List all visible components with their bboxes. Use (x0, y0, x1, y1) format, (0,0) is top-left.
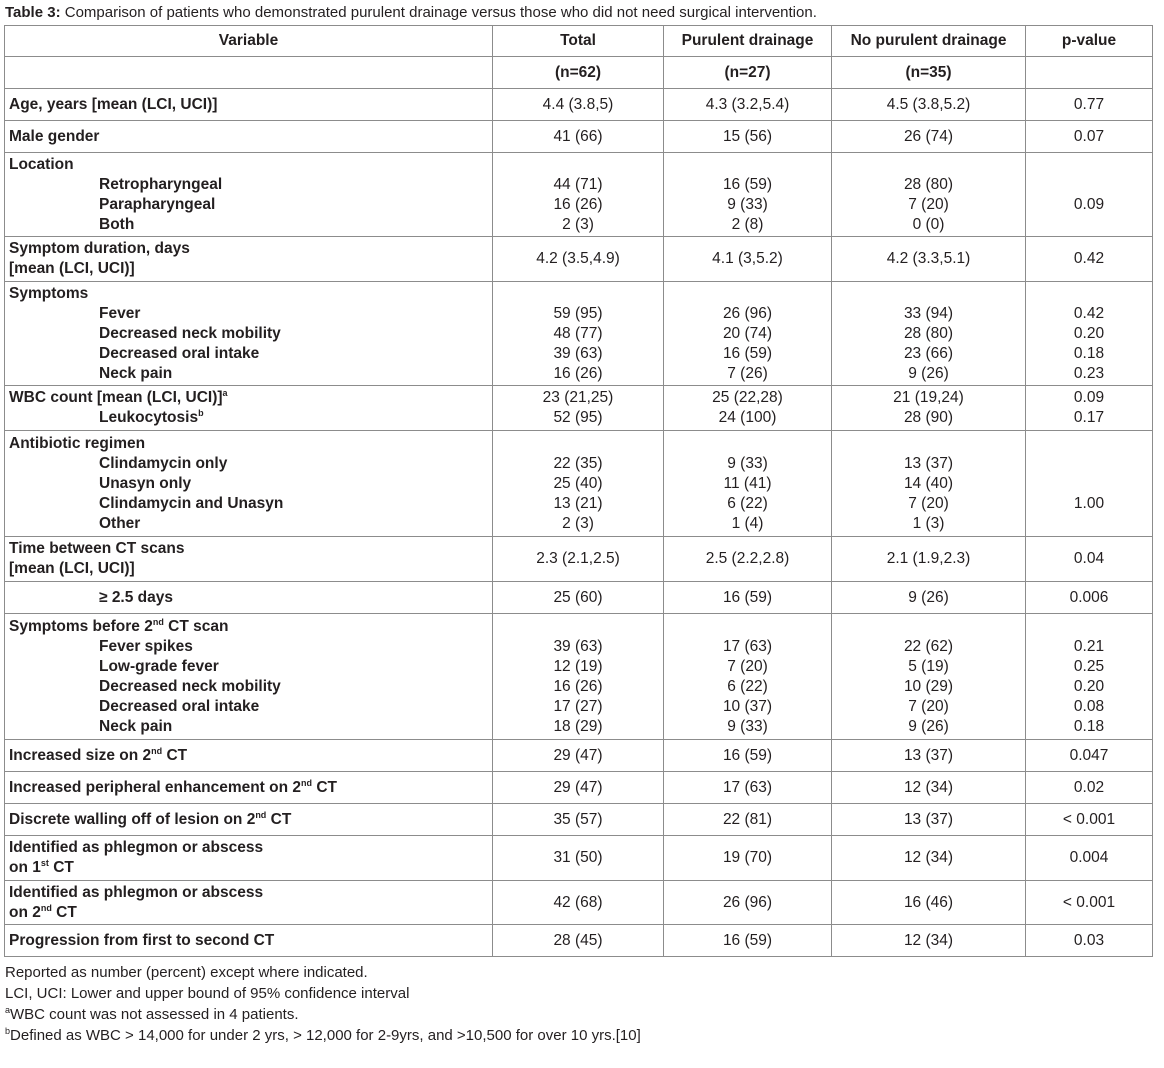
cell-p: 0.006 (1026, 582, 1153, 614)
sub-label: Retropharyngeal (99, 175, 223, 193)
sub-label: Both (99, 215, 135, 233)
value: 1.00 (1073, 494, 1105, 512)
value: 0.17 (1073, 409, 1105, 426)
value: 48 (77) (553, 324, 603, 342)
value: 18 (29) (553, 717, 603, 735)
value: 0.23 (1073, 364, 1105, 382)
row-label: Progression from first to second CT (5, 925, 493, 957)
value: 0.21 (1073, 637, 1105, 655)
footnote-a (5, 1004, 641, 1025)
value: 2 (8) (731, 215, 764, 233)
table-row-location (5, 153, 1153, 237)
cell-no-purulent: 12 (34) (832, 925, 1026, 957)
value: 23 (66) (903, 344, 954, 362)
sub-label: Low-grade fever (99, 657, 219, 675)
row-label (5, 582, 493, 614)
value: 9 (26) (908, 717, 949, 735)
cell-purulent: 19 (70) (664, 836, 832, 881)
value: 16 (26) (553, 677, 603, 695)
value: 17 (63) (722, 637, 773, 655)
cell-no-purulent: 12 (34) (832, 772, 1026, 804)
row-label (5, 740, 493, 772)
value: 44 (71) (553, 175, 603, 193)
sub-label: Parapharyngeal (99, 195, 216, 213)
cell-p: 0.03 (1026, 925, 1153, 957)
value: 7 (20) (908, 195, 949, 213)
sub-label: Other (99, 514, 141, 532)
cell-total: 29 (47) (493, 772, 664, 804)
cell-p: < 0.001 (1026, 881, 1153, 925)
cell-p: 0.047 (1026, 740, 1153, 772)
value: 7 (20) (727, 657, 768, 675)
value: 17 (27) (553, 697, 603, 715)
cell-p (1026, 431, 1153, 537)
value: 25 (22,28) (712, 389, 783, 406)
sub-label: Fever spikes (99, 637, 193, 655)
cell-total: 29 (47) (493, 740, 664, 772)
label-text: CT scan (163, 617, 229, 635)
table-row-male (5, 121, 1153, 153)
row-label (5, 537, 493, 582)
value: 0.20 (1073, 324, 1105, 342)
row-label (5, 431, 493, 537)
value: 0.09 (1073, 195, 1105, 213)
label-text: CT (48, 859, 74, 876)
sub-label: Neck pain (99, 364, 173, 382)
n-p (1026, 57, 1153, 89)
value: 0.08 (1073, 697, 1105, 715)
label-text: Discrete walling off of lesion on 2 (9, 810, 256, 828)
value: 21 (19,24) (893, 389, 964, 406)
cell-total: 28 (45) (493, 925, 664, 957)
cell-no-purulent: 9 (26) (832, 582, 1026, 614)
cell-purulent (664, 282, 832, 386)
value: 13 (37) (903, 454, 954, 472)
cell-total: 31 (50) (493, 836, 664, 881)
row-label (5, 881, 493, 925)
sub-label: Decreased oral intake (99, 344, 260, 362)
row-label (5, 237, 493, 282)
sub-label: Neck pain (99, 717, 173, 735)
label-line: Identified as phlegmon or abscess (9, 839, 264, 856)
value: 28 (80) (903, 324, 954, 342)
cell-purulent: 4.1 (3,5.2) (664, 237, 832, 282)
row-label (5, 836, 493, 881)
cell-no-purulent: 2.1 (1.9,2.3) (832, 537, 1026, 582)
cell-p: 0.42 (1026, 237, 1153, 282)
footnote-marker: b (5, 1026, 11, 1036)
header-purulent: Purulent drainage (664, 26, 832, 57)
group-label: Location (9, 155, 74, 173)
cell-p (1026, 386, 1153, 431)
cell-purulent: 16 (59) (664, 582, 832, 614)
caption-text: Comparison of patients who demonstrated purulent drainage versus those who did not need surgical intervention. (60, 4, 817, 21)
cell-total (493, 431, 664, 537)
cell-p (1026, 153, 1153, 237)
cell-purulent: 15 (56) (664, 121, 832, 153)
cell-purulent (664, 614, 832, 740)
cell-total: 2.3 (2.1,2.5) (493, 537, 664, 582)
label-text: CT (312, 778, 337, 796)
value: 0.18 (1073, 344, 1105, 362)
value: 0.18 (1073, 717, 1105, 735)
value: 2 (3) (562, 514, 594, 532)
value: 20 (74) (722, 324, 773, 342)
label-text: CT (162, 746, 188, 764)
cell-purulent: 16 (59) (664, 925, 832, 957)
cell-purulent (664, 431, 832, 537)
cell-p: 0.004 (1026, 836, 1153, 881)
ordinal-suffix: nd (152, 616, 164, 627)
row-label (5, 614, 493, 740)
label-text: CT (51, 903, 77, 921)
footnote-marker: a (222, 387, 228, 398)
cell-p: 0.04 (1026, 537, 1153, 582)
cell-purulent: 16 (59) (664, 740, 832, 772)
value: 28 (90) (903, 409, 954, 426)
value: 39 (63) (553, 637, 603, 655)
group-label: Symptoms (9, 284, 89, 302)
table-row-phlegmon-1st (5, 836, 1153, 881)
cell-p: 0.77 (1026, 89, 1153, 121)
label-line: Identified as phlegmon or abscess (9, 883, 264, 901)
ordinal-suffix: nd (255, 809, 267, 820)
sub-label: Clindamycin only (99, 454, 228, 472)
cell-no-purulent: 4.5 (3.8,5.2) (832, 89, 1026, 121)
cell-total: 4.2 (3.5,4.9) (493, 237, 664, 282)
value: 39 (63) (553, 344, 603, 362)
footnote-marker: b (198, 407, 204, 418)
value: 9 (33) (727, 454, 768, 472)
value: 33 (94) (903, 304, 954, 322)
value: 1 (3) (912, 514, 945, 532)
cell-purulent: 17 (63) (664, 772, 832, 804)
value: 0.09 (1073, 389, 1105, 406)
value: 59 (95) (553, 304, 603, 322)
row-label: Male gender (5, 121, 493, 153)
footnote-text: WBC count was not assessed in 4 patients. (10, 1006, 299, 1023)
n-variable (5, 57, 493, 89)
n-purulent: (n=27) (664, 57, 832, 89)
cell-total (493, 614, 664, 740)
value: 6 (22) (727, 677, 768, 695)
value: 5 (19) (908, 657, 949, 675)
value: 26 (96) (722, 304, 773, 322)
cell-purulent (664, 153, 832, 237)
value: 6 (22) (727, 494, 768, 512)
cell-total: 25 (60) (493, 582, 664, 614)
value: 16 (59) (722, 344, 773, 362)
value: 7 (20) (908, 697, 949, 715)
value: 11 (41) (723, 474, 772, 492)
cell-total (493, 153, 664, 237)
table-row-antibiotic (5, 431, 1153, 537)
value: 16 (26) (553, 195, 603, 213)
footnote-marker: a (5, 1005, 11, 1015)
label-line: [mean (LCI, UCI)] (9, 260, 135, 277)
value: 0.20 (1073, 677, 1105, 695)
cell-p: 0.02 (1026, 772, 1153, 804)
sub-label: Clindamycin and Unasyn (99, 494, 284, 512)
row-label (5, 386, 493, 431)
caption-label: Table 3: (5, 4, 61, 21)
value: 2 (3) (562, 215, 594, 233)
table-header-row (5, 26, 1153, 57)
value: 24 (100) (718, 409, 777, 426)
sub-label: Decreased oral intake (99, 697, 260, 715)
value: 0.42 (1073, 304, 1105, 322)
cell-no-purulent: 13 (37) (832, 740, 1026, 772)
n-row (5, 57, 1153, 89)
cell-total: 35 (57) (493, 804, 664, 836)
cell-purulent: 22 (81) (664, 804, 832, 836)
value: 9 (33) (727, 717, 768, 735)
cell-purulent (664, 386, 832, 431)
value: 52 (95) (553, 409, 603, 426)
cell-no-purulent (832, 431, 1026, 537)
row-label (5, 282, 493, 386)
cell-no-purulent (832, 153, 1026, 237)
value: 0 (0) (912, 215, 945, 233)
header-total: Total (493, 26, 664, 57)
cell-total (493, 282, 664, 386)
n-no-purulent: (n=35) (832, 57, 1026, 89)
table-footnotes (5, 962, 641, 1046)
value: 7 (20) (908, 494, 949, 512)
sub-label: Leukocytosis (99, 409, 199, 426)
value: 14 (40) (903, 474, 954, 492)
cell-total (493, 386, 664, 431)
table-row-symptoms (5, 282, 1153, 386)
label-text: Increased size on 2 (9, 746, 152, 764)
value: 12 (19) (553, 657, 603, 675)
value: 22 (35) (553, 454, 603, 472)
value: 23 (21,25) (542, 389, 614, 406)
cell-purulent: 26 (96) (664, 881, 832, 925)
cell-purulent: 2.5 (2.2,2.8) (664, 537, 832, 582)
cell-no-purulent (832, 282, 1026, 386)
table-row-time-ct (5, 537, 1153, 582)
value: 28 (80) (903, 175, 954, 193)
row-label (5, 153, 493, 237)
value: 9 (33) (727, 195, 768, 213)
table-row-phlegmon-2nd (5, 881, 1153, 925)
cell-p (1026, 614, 1153, 740)
cell-no-purulent (832, 614, 1026, 740)
header-variable: Variable (5, 26, 493, 57)
group-label: Antibiotic regimen (9, 434, 146, 452)
cell-purulent: 4.3 (3.2,5.4) (664, 89, 832, 121)
cell-no-purulent: 13 (37) (832, 804, 1026, 836)
label-text: on 2 (9, 903, 41, 921)
value: 22 (62) (903, 637, 954, 655)
n-total: (n=62) (493, 57, 664, 89)
row-label (5, 772, 493, 804)
cell-p: 0.07 (1026, 121, 1153, 153)
table-row-increased-peripheral (5, 772, 1153, 804)
table-row-wbc (5, 386, 1153, 431)
table-row-progression (5, 925, 1153, 957)
ordinal-suffix: nd (151, 745, 163, 756)
table-row-ge-2-5-days (5, 582, 1153, 614)
cell-no-purulent: 12 (34) (832, 836, 1026, 881)
ordinal-suffix: nd (301, 777, 313, 788)
header-p-value: p-value (1026, 26, 1153, 57)
footnote-text: Defined as WBC > 14,000 for under 2 yrs, > 12,000 for 2-9yrs, and >10,500 for over 10 yrs.[10] (10, 1027, 641, 1044)
cell-total: 41 (66) (493, 121, 664, 153)
label-text: WBC count [mean (LCI, UCI)] (9, 389, 223, 406)
sub-label: ≥ 2.5 days (99, 588, 173, 606)
row-label (5, 804, 493, 836)
value: 10 (29) (903, 677, 954, 695)
row-label: Age, years [mean (LCI, UCI)] (5, 89, 493, 121)
sub-label: Decreased neck mobility (99, 677, 281, 695)
label-text: CT (266, 810, 292, 828)
table-caption (5, 4, 817, 22)
table-row-symptom-duration (5, 237, 1153, 282)
label-line: [mean (LCI, UCI)] (9, 560, 135, 577)
sub-label: Decreased neck mobility (99, 324, 281, 342)
footnote-1: Reported as number (percent) except where indicated. (5, 964, 368, 981)
value: 7 (26) (727, 364, 768, 382)
label-text: on 1 (9, 859, 41, 876)
value: 9 (26) (908, 364, 949, 382)
ordinal-suffix: st (40, 857, 49, 868)
cell-total: 4.4 (3.8,5) (493, 89, 664, 121)
cell-no-purulent (832, 386, 1026, 431)
footnote-2: LCI, UCI: Lower and upper bound of 95% confidence interval (5, 985, 410, 1002)
label-text: Increased peripheral enhancement on 2 (9, 778, 302, 796)
header-no-purulent: No purulent drainage (832, 26, 1026, 57)
value: 25 (40) (553, 474, 603, 492)
cell-no-purulent: 26 (74) (832, 121, 1026, 153)
ordinal-suffix: nd (40, 902, 52, 913)
value: 1 (4) (731, 514, 764, 532)
value: 13 (21) (553, 494, 603, 512)
cell-no-purulent: 4.2 (3.3,5.1) (832, 237, 1026, 282)
cell-total: 42 (68) (493, 881, 664, 925)
cell-p (1026, 282, 1153, 386)
label-line: Time between CT scans (9, 540, 185, 557)
cell-p: < 0.001 (1026, 804, 1153, 836)
value: 0.25 (1073, 657, 1105, 675)
footnote-b (5, 1025, 641, 1046)
table-row-walling (5, 804, 1153, 836)
value: 16 (26) (553, 364, 603, 382)
table-row-age (5, 89, 1153, 121)
table-row-symptoms-2nd-ct (5, 614, 1153, 740)
comparison-table (4, 25, 1153, 957)
value: 10 (37) (722, 697, 773, 715)
table-row-increased-size (5, 740, 1153, 772)
value: 16 (59) (722, 175, 773, 193)
label-text: Symptoms before 2 (9, 617, 153, 635)
cell-no-purulent: 16 (46) (832, 881, 1026, 925)
label-line: Symptom duration, days (9, 240, 190, 257)
sub-label: Unasyn only (99, 474, 192, 492)
sub-label: Fever (99, 304, 141, 322)
